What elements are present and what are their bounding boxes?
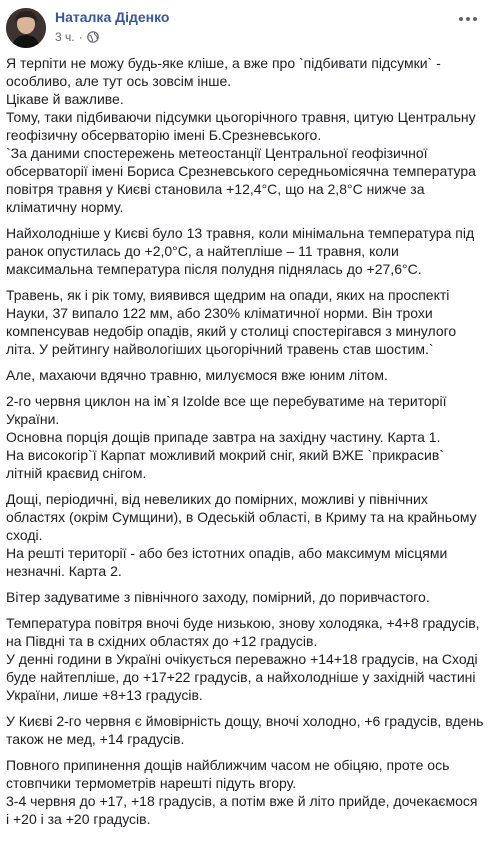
text-line: Температура повітря вночі буде низькою, знову холодяка, +4+8 градусів, на Півдні та в східних областях до +12 градусів.: [6, 615, 480, 649]
text-line: Але, махаючи вдячно травню, милуємося вже юним літом.: [6, 367, 388, 383]
post-paragraph: [6, 712, 484, 748]
text-line: Цікаве й важливе.: [6, 91, 124, 107]
post-paragraph: [6, 366, 484, 384]
post-timestamp[interactable]: 3 ч.: [55, 30, 75, 44]
text-line: Травень, як і рік тому, виявився щедрим на опади, яких на проспекті Науки, 37 випало 122 мм, або 230% кліматичної норми. Він трохи компенсував недобір опадів, який у столиці спостерігався з минулого літа. У рейтингу найвологіших цьогорічний травень став шостим.`: [6, 287, 457, 357]
globe-icon: [87, 31, 99, 43]
text-line: `За даними спостережень метеостанції Центральної геофізичної обсерваторії імені Бориса Срезневського середньомісячна температура повітря травня у Києві становила +12,4°С, що на 2,8°С нижче за кліматичну норму.: [6, 145, 476, 215]
meta-separator: ·: [78, 30, 83, 44]
text-line: 2-го червня циклон на ім`я Izolde все ще перебуватиме на території України.: [6, 393, 447, 427]
avatar[interactable]: [6, 8, 46, 48]
post-paragraph: [6, 588, 484, 606]
post-paragraph: [6, 286, 484, 358]
text-line: У Києві 2-го червня є ймовірність дощу, вночі холодно, +6 градусів, вдень також не мед, +14 градусів.: [6, 713, 484, 747]
text-line: Я терпіти не можу будь-яке кліше, а вже про `підбивати підсумки` - особливо, але тут ось зовсім інше.: [6, 55, 441, 89]
text-line: У денні години в Україні очікується переважно +14+18 градусів, на Сході буде найтепліше, до +17+22 градусів, а найхолодніше у західній частині України, лише +8+13 градусів.: [6, 651, 478, 703]
post-meta: [55, 29, 99, 45]
text-line: На високогір`ї Карпат можливий мокрий сніг, який ВЖЕ `прикрасив` літній краєвид снігом.: [6, 447, 444, 481]
post-paragraph: [6, 54, 484, 216]
text-line: 3-4 червня до +17, +18 градусів, а потім вже й літо прийде, дочекаємося і +20 і за +20 градусів.: [6, 793, 478, 827]
text-line: Найхолодніше у Києві було 13 травня, коли мінімальна температура під ранок опустилась до +2,0°С, а найтепліше – 11 травня, коли максимальна температура після полудня піднялась до +27,6°С.: [6, 225, 475, 277]
more-options-icon[interactable]: [456, 12, 480, 26]
text-line: Повного припинення дощів найближчим часом не обіцяю, проте ось стовпчики термометрів нарешті підуть вгору.: [6, 757, 450, 791]
post-paragraph: [6, 756, 484, 828]
text-line: Дощі, періодичні, від невеликих до помірних, можливі у північних областях (окрім Сумщини), в Одеській області, в Криму та на крайньому сході.: [6, 491, 477, 543]
post-paragraph: [6, 490, 484, 580]
post-paragraph: [6, 392, 484, 482]
post-paragraph: [6, 224, 484, 278]
post-header: [0, 0, 490, 52]
text-line: Тому, таки підбиваючи підсумки цьогорічного травня, цитую Центральну геофізичну обсерваторію імені Б.Срезневського.: [6, 109, 476, 143]
text-line: Основна порція дощів припаде завтра на західну частину. Карта 1.: [6, 429, 441, 445]
text-line: Вітер задуватиме з північного заходу, помірний, до поривчастого.: [6, 589, 430, 605]
text-line: На решті території - або без істотних опадів, або максимум місцями незначні. Карта 2.: [6, 545, 448, 579]
author-name[interactable]: Наталка Діденко: [55, 9, 170, 25]
avatar-photo: [6, 8, 46, 48]
post-text: [6, 54, 484, 836]
post-paragraph: [6, 614, 484, 704]
